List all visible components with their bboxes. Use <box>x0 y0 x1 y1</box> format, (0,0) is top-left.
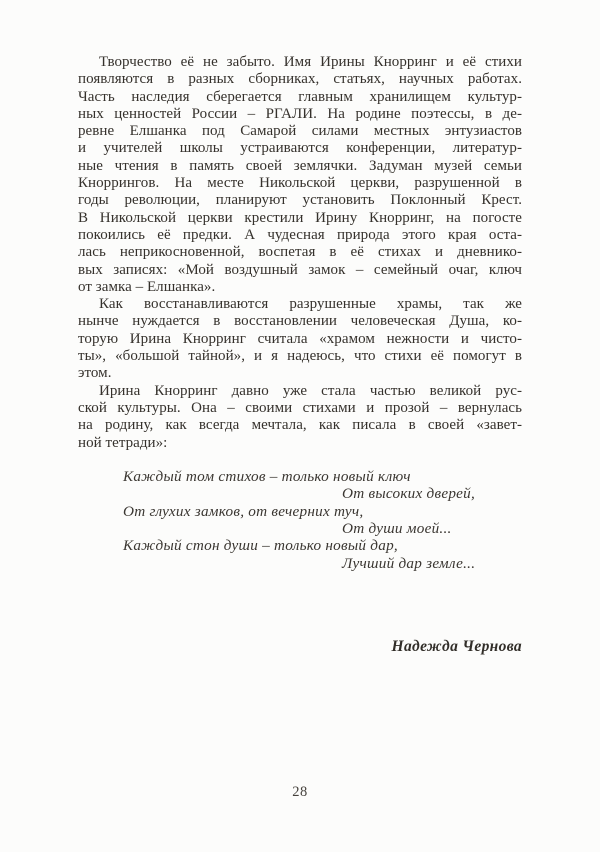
text-line: Творчество её не забыто. Имя Ирины Кнорринг и её стихи <box>99 54 522 70</box>
poem-line: От глухих замков, от вечерних туч, <box>123 502 364 520</box>
text-line: этом. <box>78 365 112 382</box>
text-line: ревне Елшанка под Самарой силами местных энтузиастов <box>78 123 522 140</box>
text-line: на родину, как всегда мечтала, как писала в своей «завет- <box>78 417 522 434</box>
text-line: нынче нуждается в восстановлении человеческая Душа, ко- <box>78 313 522 330</box>
text-line: Часть наследия сберегается главным хранилищем культур- <box>78 88 522 105</box>
text-line: и учителей школы устраиваются конференции, литератур- <box>78 140 522 157</box>
text-line: Ирина Кнорринг давно уже стала частью великой рус- <box>99 382 522 399</box>
text-line: лась неприкосновенной, воспетая в её стихах и дневнико- <box>78 244 522 261</box>
author-signature: Надежда Чернова <box>391 638 522 656</box>
text-line: вых записях: «Мой воздушный замок – семейный очаг, ключ <box>78 261 522 278</box>
text-line: В Никольской церкви крестили Ирину Кнорринг, на погосте <box>78 209 522 226</box>
text-line: ской культуры. Она – своими стихами и прозой – вернулась <box>78 399 522 416</box>
poem-line: Лучший дар земле... <box>342 554 476 572</box>
poem-line: От высоких дверей, <box>342 485 476 503</box>
page-number: 28 <box>292 784 308 800</box>
text-line: Кноррингов. На месте Никольской церкви, разрушенной в <box>78 175 522 192</box>
paragraph-2 <box>78 296 522 382</box>
text-line: ной тетради»: <box>78 434 168 451</box>
text-line: появляются в разных сборниках, статьях, научных работах. <box>78 71 522 88</box>
poem-line: Каждый том стихов – только новый ключ <box>123 467 411 485</box>
text-line: годы революции, планируют установить Поклонный Крест. <box>78 192 522 209</box>
text-line: Как восстанавливаются разрушенные храмы, так же <box>99 296 522 313</box>
text-line: покоились её предки. А чудесная природа этого края оста- <box>78 226 522 243</box>
paragraph-1 <box>78 54 522 296</box>
text-line: торую Ирина Кнорринг считала «храмом нежности и чисто- <box>78 330 522 347</box>
poem <box>123 468 522 572</box>
text-block <box>78 54 522 655</box>
poem-line: Каждый стон души – только новый дар, <box>123 537 398 555</box>
text-line: ты», «большой тайной», и я надеюсь, что стихи её помогут в <box>78 348 522 365</box>
poem-line: От души моей... <box>342 520 452 537</box>
text-line: от замка – Елшанка». <box>78 278 216 295</box>
body-text <box>78 54 522 452</box>
text-line: ные чтения в память своей землячки. Задуман музей семьи <box>78 157 522 174</box>
text-line: ных ценностей России – РГАЛИ. На родине поэтессы, в де- <box>78 105 522 122</box>
paragraph-3 <box>78 383 522 452</box>
